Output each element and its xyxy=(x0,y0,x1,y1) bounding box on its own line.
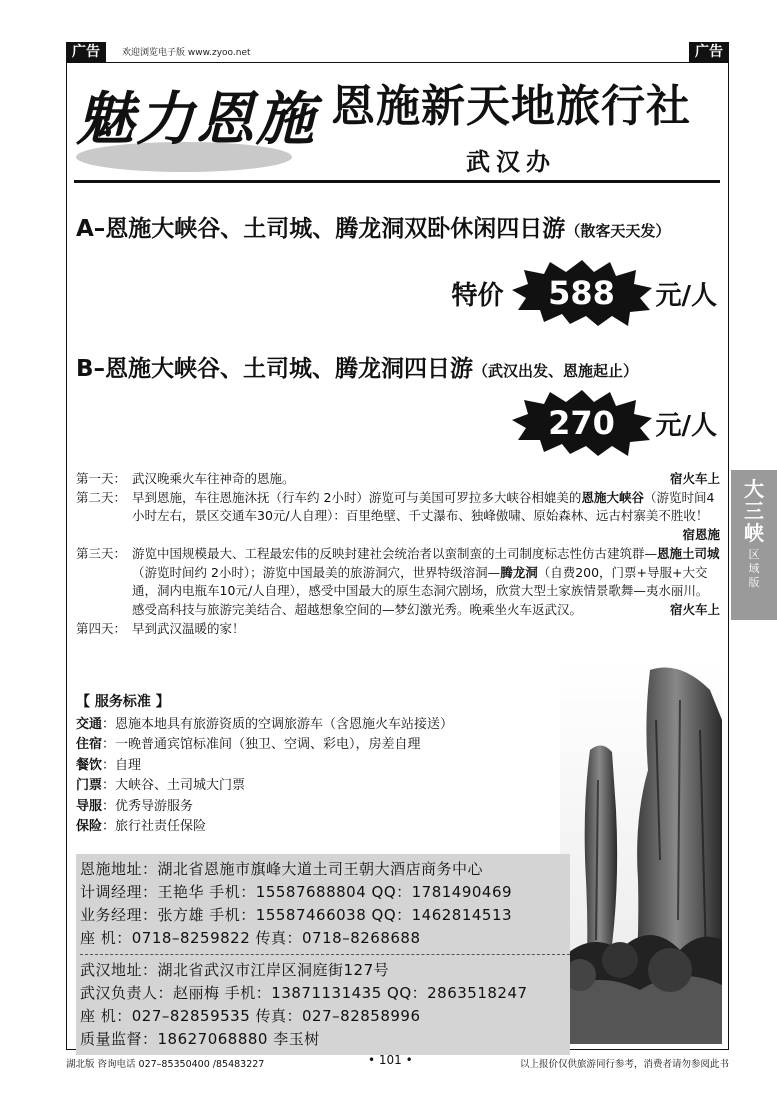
side-tab-char: 版 xyxy=(748,576,760,589)
price-unit-a: 元/人 xyxy=(655,280,717,311)
header-divider xyxy=(74,180,720,183)
route-a-name: A–恩施大峡谷、土司城、腾龙洞双卧休闲四日游 xyxy=(76,216,566,242)
page-number: • 101 • xyxy=(368,1053,413,1067)
route-b-name: B–恩施大峡谷、土司城、腾龙洞四日游 xyxy=(76,356,474,382)
quality-supervision: 质量监督：18627068880 李玉树 xyxy=(80,1030,320,1048)
service-insurance xyxy=(76,817,556,838)
day-label: 第一天： xyxy=(76,471,127,486)
price-burst-b xyxy=(512,390,652,456)
side-tab-char: 峡 xyxy=(744,521,764,545)
ad-tag-left: 广告 xyxy=(66,42,106,62)
day-description: 游览中国规模最大、工程最宏伟的反映封建社会统治者以蛮制蛮的土司制度标志性仿古建筑群— xyxy=(132,545,658,561)
contact-divider xyxy=(80,954,570,955)
day-description-cont: （游览时间4小时左右，景区交通车30元/人自理）：百里绝壁、千丈瀑布、独峰傲啸、原始森林、远古村寨美不胜收！ xyxy=(132,489,715,524)
day-text xyxy=(132,545,720,620)
service-value: ：大峡谷、土司城大门票 xyxy=(102,778,246,793)
highlight-grand-canyon: 恩施大峡谷 xyxy=(581,489,644,505)
service-value: ：一晚普通宾馆标准间（独卫、空调、彩电），房差自理 xyxy=(102,737,421,752)
route-a-price xyxy=(451,260,717,326)
service-guide xyxy=(76,797,556,818)
day-description: 早到武汉温暖的家！ xyxy=(132,620,245,636)
price-value-a: 588 xyxy=(548,274,615,312)
service-key: 住宿 xyxy=(76,737,103,752)
day-description-cont: （游览时间约 2小时）；游览中国最美的旅游洞穴，世界特级溶洞— xyxy=(132,564,501,580)
itinerary xyxy=(76,470,720,638)
wuhan-head: 武汉负责人：赵丽梅 手机：13871131435 QQ：2863518247 xyxy=(80,984,528,1002)
enshi-phone: 座 机：0718–8259822 传真：0718–8268688 xyxy=(80,929,421,947)
service-value: ：恩施本地具有旅游资质的空调旅游车（含恩施火车站接送） xyxy=(102,716,454,732)
service-lodging xyxy=(76,735,556,756)
wuhan-phone: 座 机：027–82859535 传真：027–82858996 xyxy=(80,1007,421,1025)
day-text xyxy=(132,470,720,489)
service-key: 交通 xyxy=(76,716,103,732)
side-tab-region[interactable] xyxy=(731,470,777,620)
highlight-tusi-city: 恩施土司城 xyxy=(657,545,720,561)
service-key: 门票 xyxy=(76,778,103,793)
price-value-b: 270 xyxy=(548,404,615,442)
special-price-label: 特价 xyxy=(451,280,504,311)
side-tab-char: 区 xyxy=(748,548,760,561)
service-standards-title: 【 服务标准 】 xyxy=(76,694,170,710)
day-label: 第四天： xyxy=(76,620,127,636)
side-tab-char: 域 xyxy=(748,562,760,575)
site-note[interactable]: 欢迎浏览电子版 www.zyoo.net xyxy=(122,48,251,58)
rock-pillar-photo xyxy=(560,660,722,1044)
service-transport xyxy=(76,715,556,736)
route-b-price xyxy=(512,390,718,456)
day-label: 第三天： xyxy=(76,545,127,561)
highlight-tenglong-cave: 腾龙洞 xyxy=(500,564,538,580)
day-description: 武汉晚乘火车往神奇的恩施。 xyxy=(132,471,295,486)
service-value: ：旅行社责任保险 xyxy=(102,819,207,834)
office-name: 武汉办 xyxy=(466,148,556,176)
logo-calligraphy: 魅力恩施 xyxy=(76,85,317,153)
agency-name: 恩施新天地旅行社 xyxy=(331,81,691,132)
enshi-manager: 计调经理：王艳华 手机：15587688804 QQ：1781490469 xyxy=(80,883,513,901)
day-description: 早到恩施，车往恩施沐抚（行车约 2小时）游览可与美国可罗拉多大峡谷相媲美的 xyxy=(132,489,582,505)
footer-edition: 湖北版 咨询电话 027–85350400 /85483227 xyxy=(66,1059,265,1070)
service-value: ：自理 xyxy=(102,757,142,773)
day-stay: 宿火车上 xyxy=(669,601,720,617)
day-description-end: （自费200，门票+导服+大交通，洞内电瓶车10元/人自理），感受中国最大的原生态洞穴剧场，欣赏大型土家族情景歌舞—夷水丽川。感受高科技与旅游完美结合、超越想象空间的—梦幻激光秀。晚乘坐火车返武汉。 xyxy=(132,564,709,617)
service-key: 保险 xyxy=(76,819,103,834)
itinerary-day-4 xyxy=(76,620,720,639)
day-text xyxy=(132,489,720,545)
side-tab-char: 三 xyxy=(744,499,764,523)
price-unit-b: 元/人 xyxy=(655,410,717,441)
itinerary-day-2 xyxy=(76,489,720,545)
contact-box xyxy=(76,854,570,1055)
service-key: 餐饮 xyxy=(76,757,103,773)
itinerary-day-1 xyxy=(76,470,720,489)
wuhan-address: 武汉地址：湖北省武汉市江岸区洞庭街127号 xyxy=(80,961,390,979)
itinerary-day-3 xyxy=(76,545,720,620)
route-b-note: （武汉出发、恩施起止） xyxy=(473,362,639,380)
enshi-sales: 业务经理：张方雄 手机：15587466038 QQ：1462814513 xyxy=(80,906,513,924)
service-value: ：优秀导游服务 xyxy=(102,798,194,814)
day-label: 第二天： xyxy=(76,489,127,505)
enshi-address: 恩施地址：湖北省恩施市旗峰大道土司王朝大酒店商务中心 xyxy=(80,860,484,878)
service-meals xyxy=(76,756,556,777)
day-stay: 宿恩施 xyxy=(682,527,720,543)
day-stay: 宿火车上 xyxy=(669,471,720,486)
service-key: 导服 xyxy=(76,798,103,814)
footer-disclaimer: 以上报价仅供旅游同行参考，消费者请勿参阅此书 xyxy=(519,1059,729,1070)
route-a-note: （散客天天发） xyxy=(565,222,671,240)
route-b-title xyxy=(76,350,638,383)
route-a-title xyxy=(76,210,670,243)
service-standards xyxy=(76,692,556,838)
price-burst-a xyxy=(512,260,652,326)
side-tab-char: 大 xyxy=(744,477,764,501)
ad-tag-right: 广告 xyxy=(689,42,729,62)
service-tickets xyxy=(76,776,556,797)
